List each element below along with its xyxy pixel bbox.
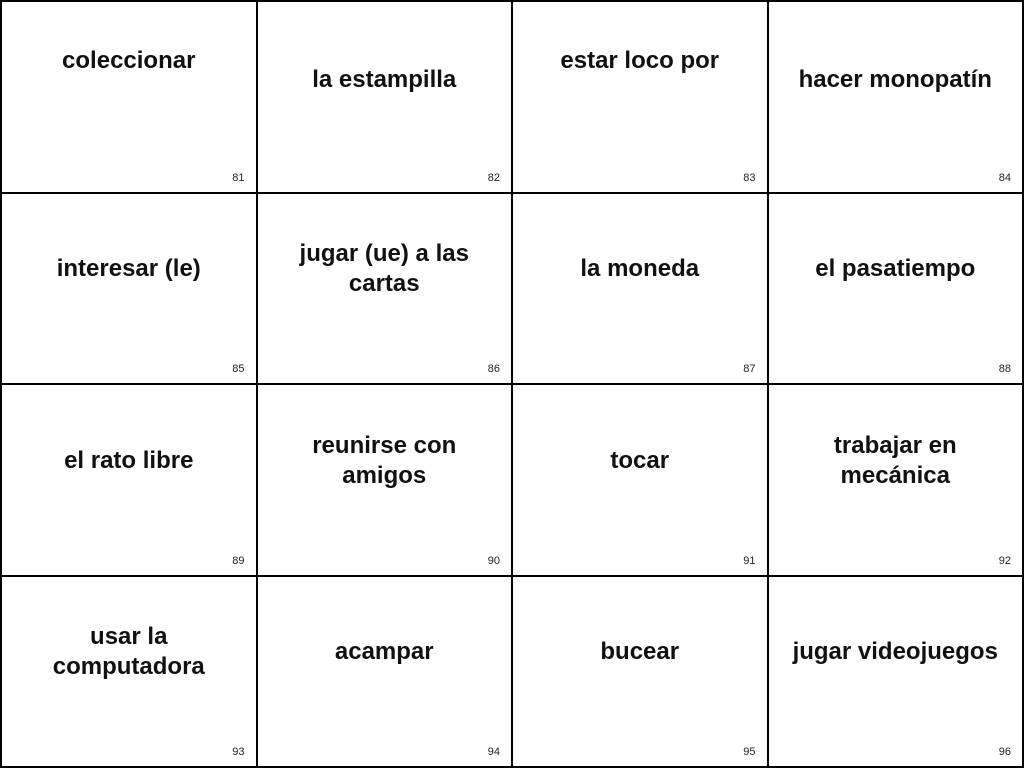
- flashcard: [513, 577, 769, 768]
- card-term: hacer monopatín: [798, 65, 992, 93]
- card-term: trabajar en mecánica: [833, 431, 957, 489]
- card-term: la estampilla: [312, 65, 457, 93]
- flashcard: [513, 2, 769, 194]
- card-term: tocar: [610, 446, 670, 474]
- flashcard: [258, 385, 514, 577]
- card-number: 81: [232, 171, 245, 184]
- card-number: 93: [232, 746, 245, 758]
- card-number: 82: [487, 171, 500, 184]
- card-number: 95: [743, 746, 756, 758]
- card-term: bucear: [600, 638, 680, 666]
- card-term: estar loco por: [560, 46, 720, 74]
- flashcard: [2, 385, 258, 577]
- flashcard: [769, 194, 1024, 386]
- flashcard: [769, 577, 1024, 768]
- card-number: 92: [998, 554, 1011, 567]
- card-number: 91: [743, 554, 756, 567]
- card-term: acampar: [334, 638, 434, 666]
- card-term: la moneda: [580, 255, 700, 283]
- card-term: coleccionar: [62, 46, 196, 74]
- card-term: jugar videojuegos: [792, 638, 998, 666]
- card-term: interesar (le): [56, 255, 201, 283]
- card-term: el pasatiempo: [815, 255, 976, 283]
- card-number: 86: [487, 363, 500, 375]
- flashcard: [258, 577, 514, 768]
- card-number: 84: [998, 171, 1011, 184]
- card-number: 90: [487, 554, 500, 567]
- card-term: reunirse con amigos: [312, 431, 457, 489]
- flashcard: [769, 2, 1024, 194]
- card-number: 88: [998, 363, 1011, 375]
- card-number: 96: [998, 746, 1011, 758]
- flashcard: [769, 385, 1024, 577]
- card-number: 83: [743, 171, 756, 184]
- card-number: 85: [232, 363, 245, 375]
- flashcard: [513, 194, 769, 386]
- card-number: 94: [487, 746, 500, 758]
- card-term: usar la computadora: [52, 623, 205, 681]
- flashcard: [2, 577, 258, 768]
- card-term: el rato libre: [64, 446, 194, 474]
- flashcard: [258, 194, 514, 386]
- card-number: 89: [232, 554, 245, 567]
- flashcard: [513, 385, 769, 577]
- flashcard: [2, 2, 258, 194]
- card-term: jugar (ue) a las cartas: [299, 240, 469, 298]
- flashcard: [258, 2, 514, 194]
- flashcard: [2, 194, 258, 386]
- card-number: 87: [743, 363, 756, 375]
